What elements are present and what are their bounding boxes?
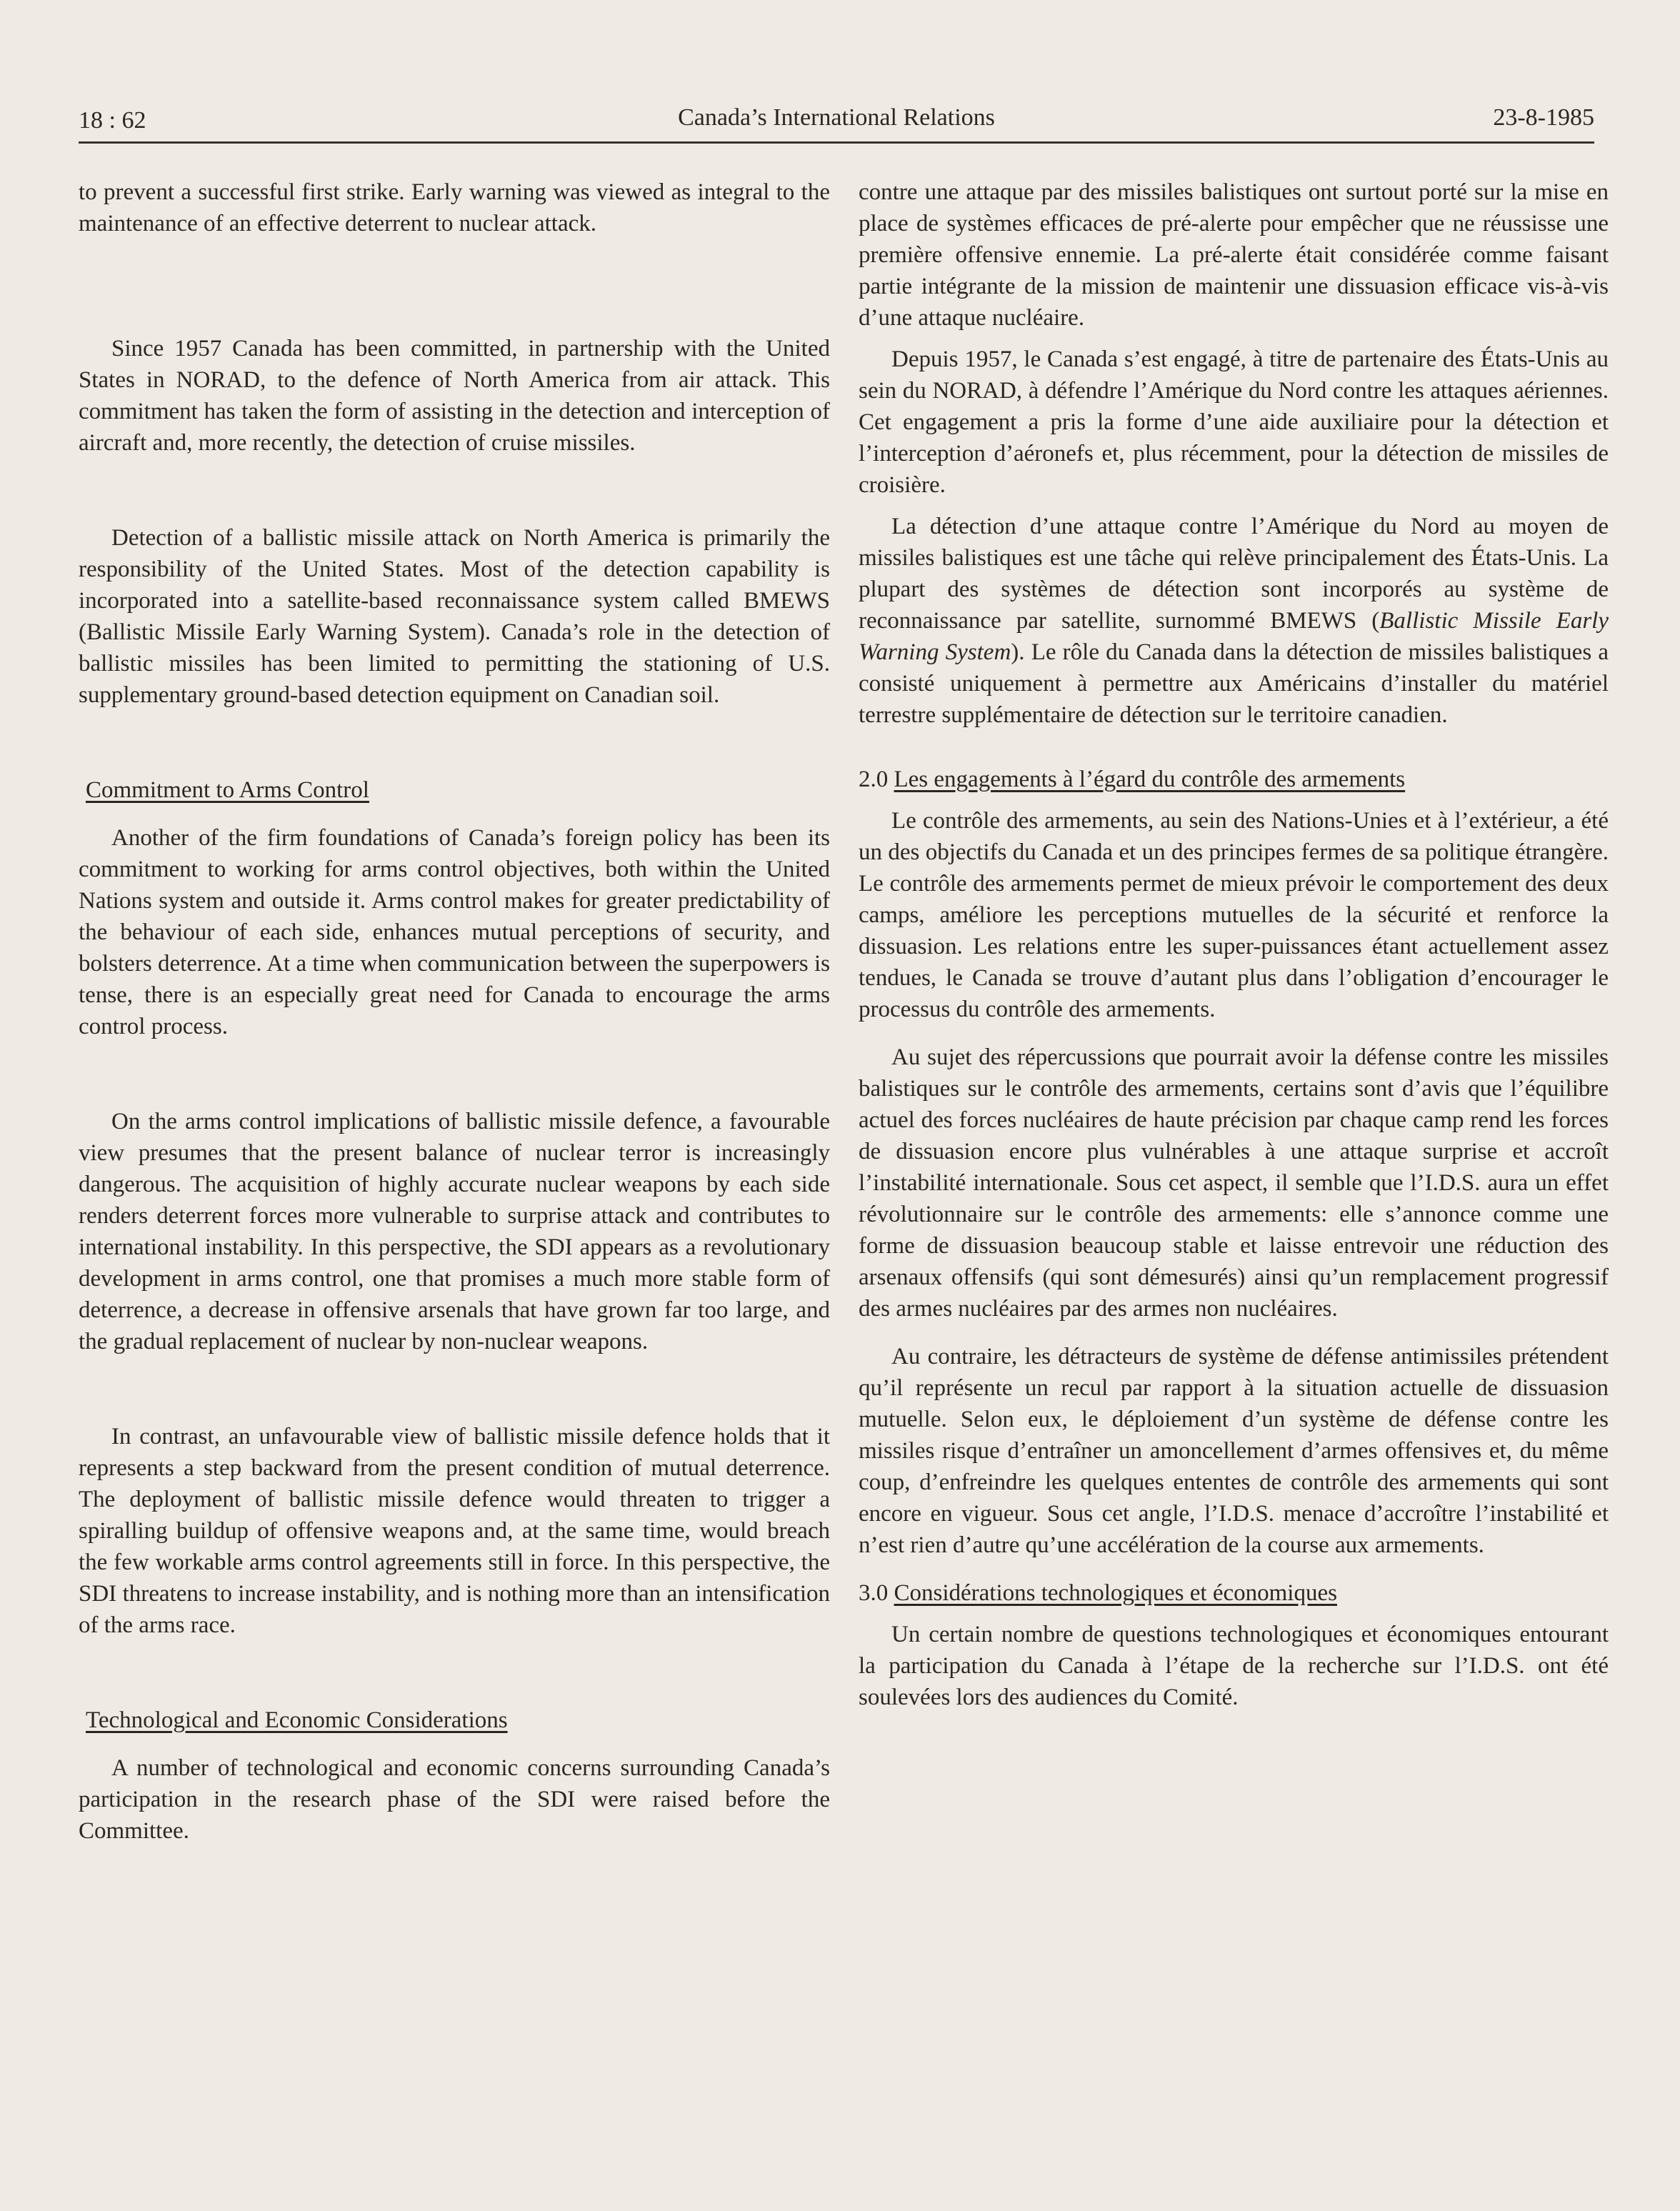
page-number: 18 : 62 [79,107,146,134]
heading-en-technological [79,1705,830,1736]
page-header [79,100,1594,144]
paragraph-en-unfavourable-view: In contrast, an unfavourable view of ballistic missile defence holds that it represents a step backward from the present condition of mutual deterrence. The deployment of ballistic missile defence would threaten to trigger a spiralling buildup of offensive weapons and, at the same time, would breach the few workable arms control agreements still in force. In this perspective, the SDI threatens to increase instability, and is nothing more than an intensification of the arms race. [79,1424,830,1638]
paragraph-fr-detection [859,511,1609,731]
page-date: 23-8-1985 [1493,104,1594,131]
paragraph-en-continuation: to prevent a successful first strike. Early warning was viewed as integral to the maintenance of an effective deterrent to nuclear attack. [79,179,830,236]
heading-en-technological-text: Technological and Economic Considerations [86,1707,508,1733]
paragraph-fr-detection-italic: Ballistic Missile Early Warning System [859,608,1609,665]
heading-fr-technological-text: Considérations technologiques et économiques [894,1580,1337,1606]
english-column [79,176,830,1847]
paragraph-fr-arms-control: Le contrôle des armements, au sein des Nations-Unies et à l’extérieur, a été un des objectifs du Canada et un des principes fermes de sa politique étrangère. Le contrôle des armements permet de mieux prévoir le comportement des deux camps, améliore les perceptions mutuelles de la sécurité et renforce la dissuasion. Les relations entre les super-puissances étant actuellement assez tendues, le Canada se trouve d’autant plus dans l’obligation d’encourager le processus du contrôle des armements. [859,808,1609,1022]
paragraph-fr-favourable-view: Au sujet des répercussions que pourrait avoir la défense contre les missiles balistiques sur le contrôle des armements, certains sont d’avis que l’équilibre actuel des forces nucléaires de haute précision par chaque camp rend les forces de dissuasion encore plus vulnérables à une attaque surprise et accroît l’instabilité internationale. Sous cet aspect, il semble que l’I.D.S. aura un effet révolutionnaire sur le contrôle des armements: elle s’annonce comme une forme de dissuasion beaucoup stable et laisse entrevoir une réduction des arsenaux offensifs (qui sont démesurés) ainsi qu’un remplacement progressif des armes nucléaires par des armes non nucléaires. [859,1044,1609,1322]
paragraph-fr-detection-part-a: La détection d’une attaque contre l’Amérique du Nord au moyen de missiles balistiques est une tâche qui relève principalement des États-Unis. La plupart des systèmes de détection sont incorporés au système de reconnaissance par satellite, surnommé BMEWS ( [859,514,1609,634]
heading-fr-arms-control-number: 2.0 [859,767,889,792]
heading-fr-arms-control [859,764,1609,795]
paragraph-en-technological: A number of technological and economic concerns surrounding Canada’s participation in the research phase of the SDI were raised before the Committee. [79,1755,830,1844]
paragraph-fr-unfavourable-view: Au contraire, les détracteurs de système de défense antimissiles prétendent qu’il représente un recul par rapport à la situation actuelle de dissuasion mutuelle. Selon eux, le déploiement d’un système de défense contre les missiles risque d’entraîner un amoncellement d’armes offensives et, du même coup, d’enfreindre les quelques ententes de contrôle des armements qui sont encore en vigueur. Sous cet angle, l’I.D.S. menace d’accroître l’instabilité et n’est rien d’autre qu’une accélération de la course aux armements. [859,1344,1609,1558]
running-title: Canada’s International Relations [678,104,995,131]
paragraph-en-arms-control: Another of the firm foundations of Canada’s foreign policy has been its commitment to working for arms control objectives, both within the United Nations system and outside it. Arms control makes for greater predictability of the behaviour of each side, enhances mutual perceptions of security, and bolsters deterrence. At a time when communication between the superpowers is tense, there is an especially great need for Canada to encourage the arms control process. [79,825,830,1039]
heading-en-arms-control-text: Commitment to Arms Control [86,777,369,803]
french-column [859,176,1609,1713]
paragraph-fr-detection-part-b: ). Le rôle du Canada dans la détection de missiles balistiques a consisté uniquement à permettre aux Américains d’installer du matériel terrestre supplémentaire de détection sur le territoire canadien. [859,639,1609,728]
paragraph-fr-continuation: contre une attaque par des missiles balistiques ont surtout porté sur la mise en place de systèmes efficaces de pré-alerte pour empêcher que ne réussisse une première offensive ennemie. La pré-alerte était considérée comme faisant partie intégrante de la mission de maintenir une dissuasion efficace vis-à-vis d’une attaque nucléaire. [859,179,1609,331]
paragraph-en-norad: Since 1957 Canada has been committed, in partnership with the United States in NORAD, to the defence of North America from air attack. This commitment has taken the form of assisting in the detection and interception of aircraft and, more recently, the detection of cruise missiles. [79,336,830,456]
paragraph-en-favourable-view: On the arms control implications of ballistic missile defence, a favourable view presumes that the present balance of nuclear terror is increasingly dangerous. The acquisition of highly accurate nuclear weapons by each side renders deterrent forces more vulnerable to surprise attack and contributes to international instability. In this perspective, the SDI appears as a revolutionary development in arms control, one that promises a much more stable form of deterrence, a decrease in offensive arsenals that have grown far too large, and the gradual replacement of nuclear by non-nuclear weapons. [79,1109,830,1354]
heading-fr-technological [859,1577,1609,1609]
heading-fr-technological-number: 3.0 [859,1580,889,1606]
heading-en-arms-control [79,774,830,806]
paragraph-fr-technological: Un certain nombre de questions technologiques et économiques entourant la participation du Canada à l’étape de la recherche sur l’I.D.S. ont été soulevées lors des audiences du Comité. [859,1622,1609,1710]
paragraph-fr-norad: Depuis 1957, le Canada s’est engagé, à titre de partenaire des États-Unis au sein du NORAD, à défendre l’Amérique du Nord contre les attaques aériennes. Cet engagement a pris la forme d’une aide auxiliaire pour la détection et l’interception d’aéronefs et, plus récemment, pour la détection de missiles de croisière. [859,346,1609,498]
paragraph-en-detection: Detection of a ballistic missile attack on North America is primarily the responsibility of the United States. Most of the detection capability is incorporated into a satellite-based reconnaissance system called BMEWS (Ballistic Missile Early Warning System). Canada’s role in the detection of ballistic missiles has been limited to permitting the stationing of U.S. supplementary ground-based detection equipment on Canadian soil. [79,525,830,708]
heading-fr-arms-control-text: Les engagements à l’égard du contrôle des armements [894,767,1406,792]
